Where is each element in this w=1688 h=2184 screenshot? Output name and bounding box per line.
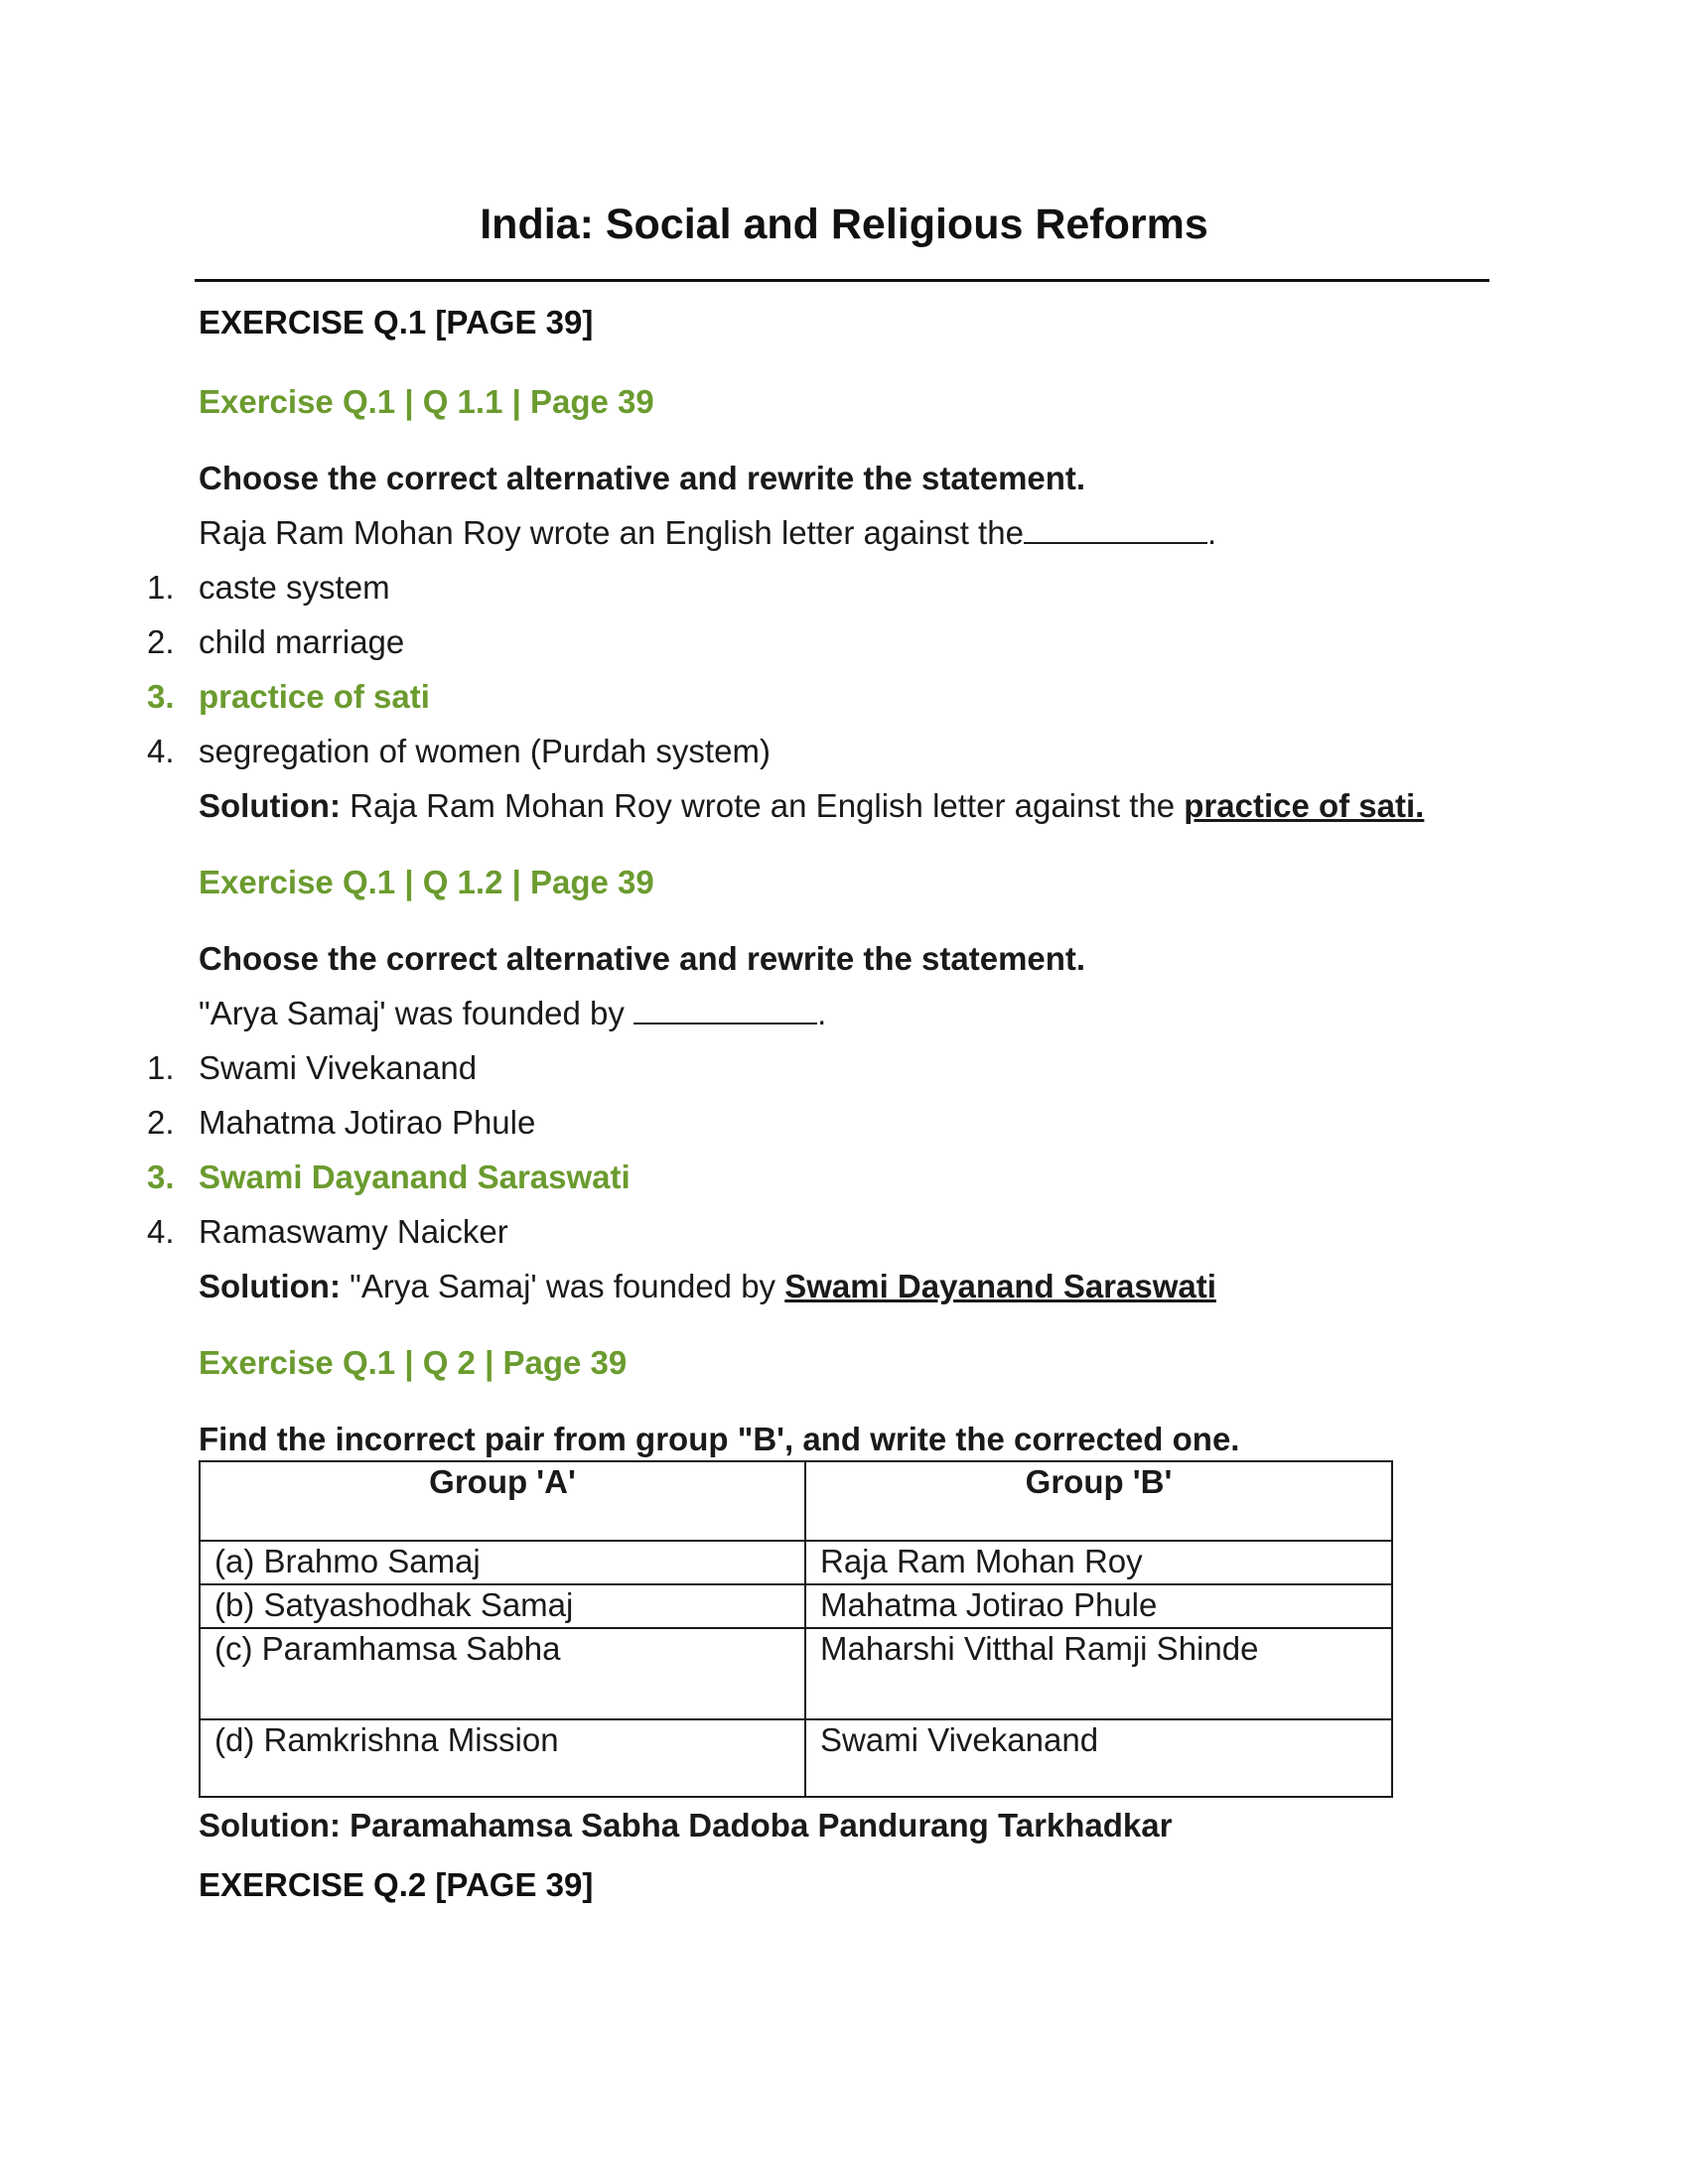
option-number: 3. xyxy=(147,678,175,715)
q1-1-option-2 xyxy=(147,620,404,664)
solution-answer: Swami Dayanand Saraswati xyxy=(784,1268,1216,1304)
q1-2-option-1 xyxy=(147,1046,477,1090)
exercise-2-heading: EXERCISE Q.2 [PAGE 39] xyxy=(199,1866,594,1903)
q1-1-statement-text: Raja Ram Mohan Roy wrote an English letter against the xyxy=(199,514,1024,551)
group-b-cell: Raja Ram Mohan Roy xyxy=(805,1541,1392,1584)
option-text: Swami Dayanand Saraswati xyxy=(199,1159,631,1195)
q1-2-option-2 xyxy=(147,1101,535,1145)
option-text: practice of sati xyxy=(199,678,430,715)
q1-2-statement-end: . xyxy=(817,995,827,1031)
option-number: 4. xyxy=(147,1213,175,1250)
q1-1-option-4 xyxy=(147,730,771,773)
group-a-cell: (d) Ramkrishna Mission xyxy=(200,1719,805,1797)
solution-text: Raja Ram Mohan Roy wrote an English letter against the xyxy=(350,787,1176,824)
q1-2-link[interactable]: Exercise Q.1 | Q 1.2 | Page 39 xyxy=(199,864,654,900)
q1-2-option-3-correct xyxy=(147,1156,631,1199)
q1-1-statement xyxy=(199,511,1216,555)
q1-2-statement-text: "Arya Samaj' was founded by xyxy=(199,995,625,1031)
option-number: 4. xyxy=(147,733,175,769)
group-a-cell: (b) Satyashodhak Samaj xyxy=(200,1584,805,1628)
q1-1-link[interactable]: Exercise Q.1 | Q 1.1 | Page 39 xyxy=(199,383,654,420)
page-title: India: Social and Religious Reforms xyxy=(480,201,1208,248)
group-b-cell: Swami Vivekanand xyxy=(805,1719,1392,1797)
solution-label: Solution: xyxy=(199,1268,341,1304)
group-b-header: Group 'B' xyxy=(805,1461,1392,1541)
exercise-1-heading: EXERCISE Q.1 [PAGE 39] xyxy=(199,304,594,341)
solution-text: "Arya Samaj' was founded by xyxy=(350,1268,776,1304)
option-number: 2. xyxy=(147,1104,175,1141)
option-number: 2. xyxy=(147,623,175,660)
option-text: caste system xyxy=(199,569,390,606)
q1-1-solution xyxy=(199,784,1424,828)
q1-1-statement-end: . xyxy=(1206,514,1217,551)
option-text: Swami Vivekanand xyxy=(199,1049,478,1086)
group-a-header: Group 'A' xyxy=(200,1461,805,1541)
table-header-row xyxy=(200,1461,1392,1541)
q2-solution: Solution: Paramahamsa Sabha Dadoba Pandurang Tarkhadkar xyxy=(199,1807,1173,1843)
table-row xyxy=(200,1719,1392,1797)
solution-answer: practice of sati. xyxy=(1184,787,1425,824)
q1-2-option-4 xyxy=(147,1210,508,1254)
group-a-cell: (c) Paramhamsa Sabha xyxy=(200,1628,805,1719)
group-b-cell: Mahatma Jotirao Phule xyxy=(805,1584,1392,1628)
title-divider xyxy=(195,279,1489,282)
q1-2-statement xyxy=(199,992,826,1035)
option-number: 3. xyxy=(147,1159,175,1195)
option-text: Mahatma Jotirao Phule xyxy=(199,1104,536,1141)
table-row xyxy=(200,1584,1392,1628)
group-a-cell: (a) Brahmo Samaj xyxy=(200,1541,805,1584)
table-row xyxy=(200,1628,1392,1719)
q1-1-blank xyxy=(1024,512,1207,544)
group-b-cell: Maharshi Vitthal Ramji Shinde xyxy=(805,1628,1392,1719)
table-row xyxy=(200,1541,1392,1584)
pairs-table xyxy=(199,1460,1393,1798)
q1-1-option-1 xyxy=(147,566,390,610)
q1-2-instruction: Choose the correct alternative and rewrite the statement. xyxy=(199,940,1086,977)
q2-instruction: Find the incorrect pair from group "B', and write the corrected one. xyxy=(199,1421,1240,1457)
option-number: 1. xyxy=(147,569,175,606)
q1-2-solution xyxy=(199,1265,1216,1308)
option-number: 1. xyxy=(147,1049,175,1086)
option-text: segregation of women (Purdah system) xyxy=(199,733,771,769)
option-text: Ramaswamy Naicker xyxy=(199,1213,508,1250)
option-text: child marriage xyxy=(199,623,405,660)
solution-label: Solution: xyxy=(199,787,341,824)
q1-2-blank xyxy=(633,993,817,1024)
q1-1-option-3-correct xyxy=(147,675,430,719)
q1-1-instruction: Choose the correct alternative and rewrite the statement. xyxy=(199,460,1086,496)
q2-link[interactable]: Exercise Q.1 | Q 2 | Page 39 xyxy=(199,1344,628,1381)
